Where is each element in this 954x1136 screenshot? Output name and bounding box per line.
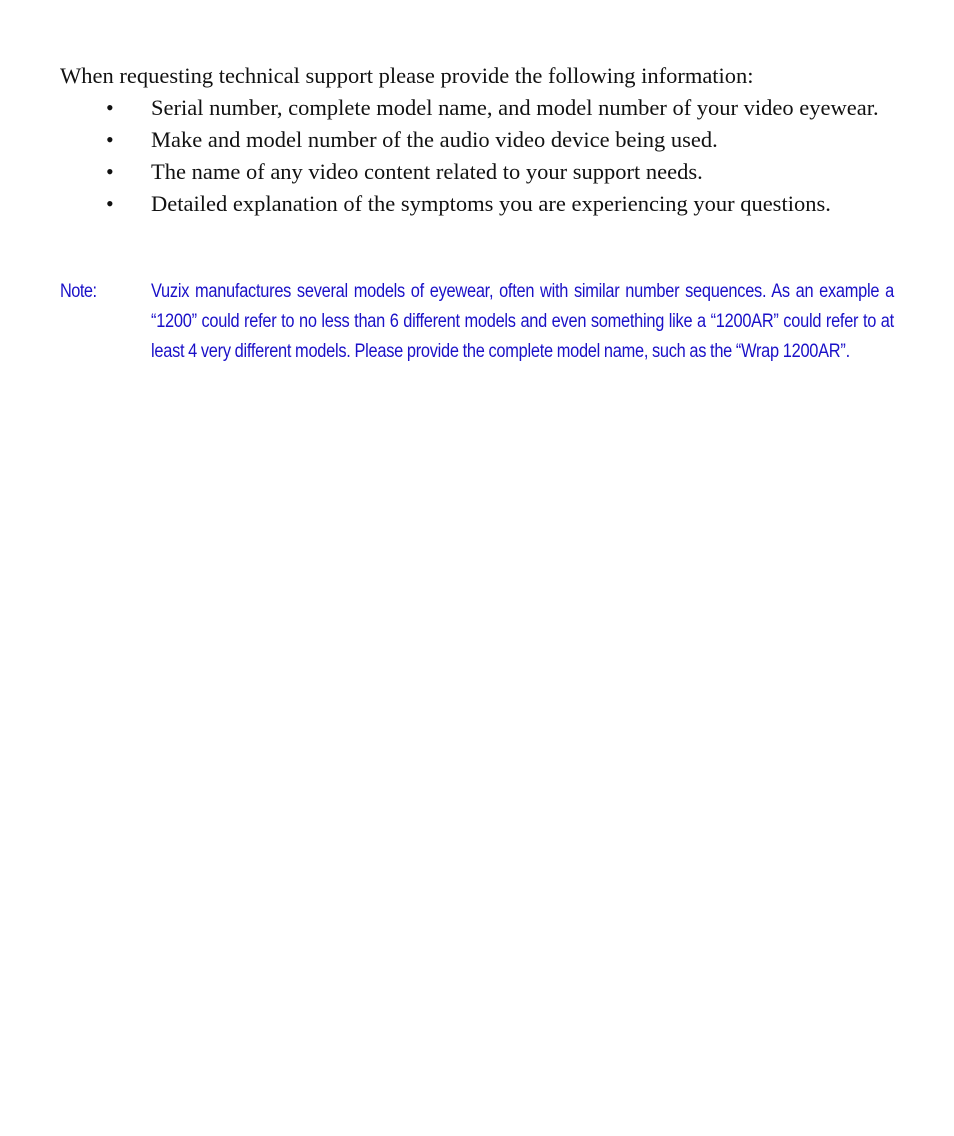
- note-text: Vuzix manufactures several models of eyewear, often with similar number sequences. As an example a “1200” could refer to no less than 6 different models and even something like a “1200AR” could refer to at least 4 very different models. Please provide the complete model name, such as the “Wrap 1200AR”.: [151, 281, 894, 362]
- bullet-icon: •: [106, 191, 114, 216]
- intro-paragraph: When requesting technical support please provide the following information:: [60, 63, 754, 88]
- list-item: [60, 124, 900, 155]
- list-item: [60, 92, 900, 123]
- bullet-icon: •: [106, 127, 114, 152]
- list-item-text: Make and model number of the audio video device being used.: [151, 127, 718, 152]
- list-item-text: Serial number, complete model name, and model number of your video eyewear.: [151, 95, 879, 120]
- note-block: [60, 277, 894, 367]
- support-info-list: [60, 92, 900, 220]
- list-item: [60, 188, 900, 219]
- bullet-icon: •: [106, 159, 114, 184]
- list-item-text: Detailed explanation of the symptoms you are experiencing your questions.: [151, 191, 831, 216]
- note-label: Note:: [60, 281, 97, 302]
- list-item: [60, 156, 900, 187]
- bullet-icon: •: [106, 95, 114, 120]
- note-text-container: [151, 277, 894, 367]
- list-item-text: The name of any video content related to your support needs.: [151, 159, 703, 184]
